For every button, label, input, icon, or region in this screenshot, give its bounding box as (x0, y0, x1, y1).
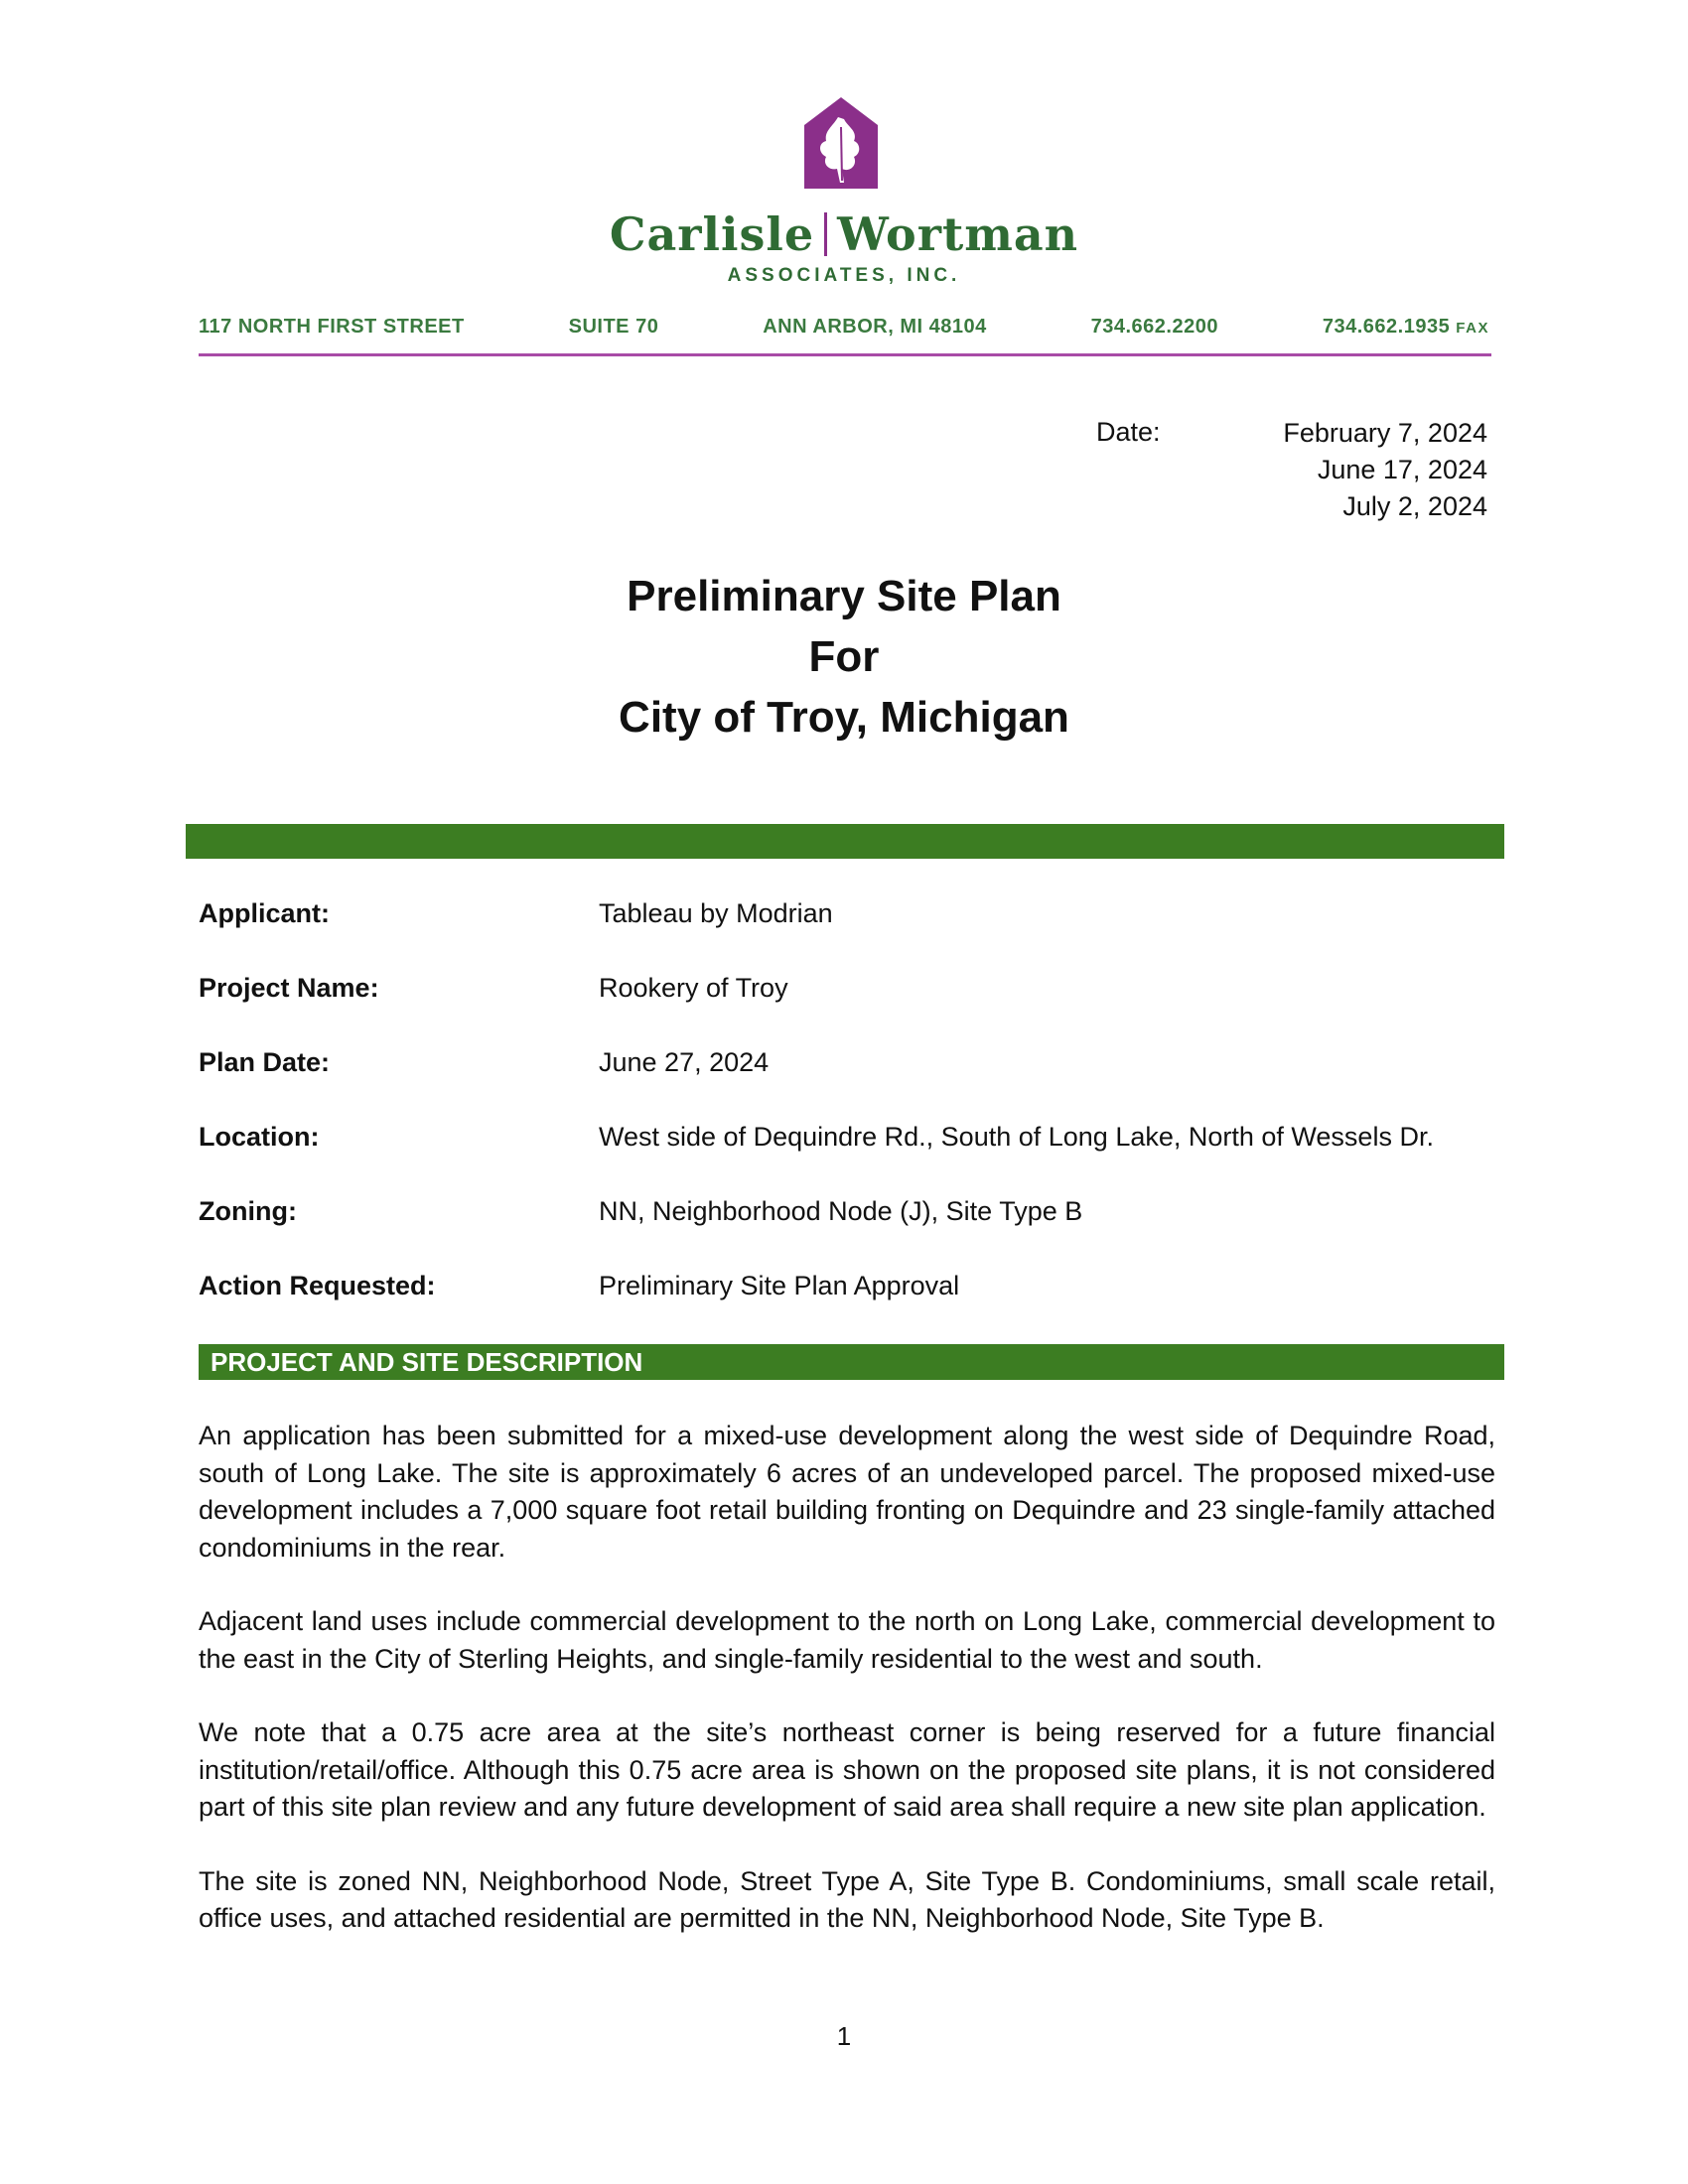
address-city: ANN ARBOR, MI 48104 (763, 316, 987, 338)
info-value: Rookery of Troy (599, 973, 788, 1003)
date-item: February 7, 2024 (1283, 418, 1487, 448)
info-label: Applicant: (199, 898, 330, 928)
info-label: Zoning: (199, 1196, 297, 1226)
info-label: Project Name: (199, 973, 379, 1003)
letterhead-divider (199, 353, 1491, 356)
paragraph: The site is zoned NN, Neighborhood Node, Street Type A, Site Type B. Condominiums, small scale retail, office uses, and attached residential are permitted in the NN, Neighborhood Node, Site Type B. (199, 1865, 1495, 1933)
company-subtitle: ASSOCIATES, INC. (727, 265, 961, 286)
info-value: Tableau by Modrian (599, 898, 833, 928)
oak-leaf-house-logo-icon (804, 97, 878, 189)
info-value: West side of Dequindre Rd., South of Long Lake, North of Wessels Dr. (599, 1122, 1434, 1152)
section-heading: PROJECT AND SITE DESCRIPTION (199, 1344, 1504, 1380)
info-row-zoning (199, 1196, 1509, 1271)
fax-label: FAX (1456, 320, 1489, 337)
date-list (1283, 415, 1487, 525)
paragraph: We note that a 0.75 acre area at the site’s northeast corner is being reserved for a future financial institution/retail/office. Although this 0.75 acre area is shown on the proposed site plans, it is not considered part of this site plan review and any future development of said area shall require a new site plan application. (199, 1717, 1495, 1822)
letterhead-address (199, 316, 1489, 339)
info-row-plan-date (199, 1047, 1509, 1122)
info-value: Preliminary Site Plan Approval (599, 1271, 960, 1300)
company-name-left: Carlisle (609, 207, 815, 261)
document-title (0, 566, 1688, 748)
info-value: June 27, 2024 (599, 1047, 770, 1077)
date-item: June 17, 2024 (1317, 455, 1487, 484)
company-name-right: Wortman (837, 207, 1079, 261)
paragraph: Adjacent land uses include commercial development to the north on Long Lake, commercial development to the east in the City of Sterling Heights, and single-family residential to the west and south. (199, 1606, 1495, 1674)
date-label: Date: (1096, 417, 1161, 447)
info-value: NN, Neighborhood Node (J), Site Type B (599, 1196, 1083, 1226)
address-suite: SUITE 70 (568, 316, 659, 338)
address-fax (1323, 316, 1489, 339)
company-name-divider (824, 212, 827, 256)
section-body (199, 1418, 1495, 1975)
info-row-location (199, 1122, 1509, 1196)
title-divider-bar (186, 824, 1504, 859)
title-line-2: For (808, 632, 880, 681)
info-label: Location: (199, 1122, 320, 1152)
paragraph: An application has been submitted for a mixed-use development along the west side of Dequindre Road, south of Long Lake. The site is approximately 6 acres of an undeveloped parcel. The proposed mixed-use development includes a 7,000 square foot retail building fronting on Dequindre and 23 single-family attached condominiums in the rear. (199, 1421, 1495, 1563)
title-line-1: Preliminary Site Plan (627, 572, 1061, 620)
project-info (199, 898, 1509, 1345)
page-number: 1 (836, 2021, 852, 2051)
address-street: 117 NORTH FIRST STREET (199, 316, 465, 338)
fax-number: 734.662.1935 (1322, 316, 1451, 338)
info-row-action-requested (199, 1271, 1509, 1345)
date-item: July 2, 2024 (1342, 491, 1487, 521)
info-label: Action Requested: (199, 1271, 436, 1300)
info-row-applicant (199, 898, 1509, 973)
info-row-project-name (199, 973, 1509, 1047)
title-line-3: City of Troy, Michigan (619, 693, 1069, 742)
company-name (0, 206, 1688, 262)
address-phone: 734.662.2200 (1090, 316, 1218, 338)
info-label: Plan Date: (199, 1047, 331, 1077)
